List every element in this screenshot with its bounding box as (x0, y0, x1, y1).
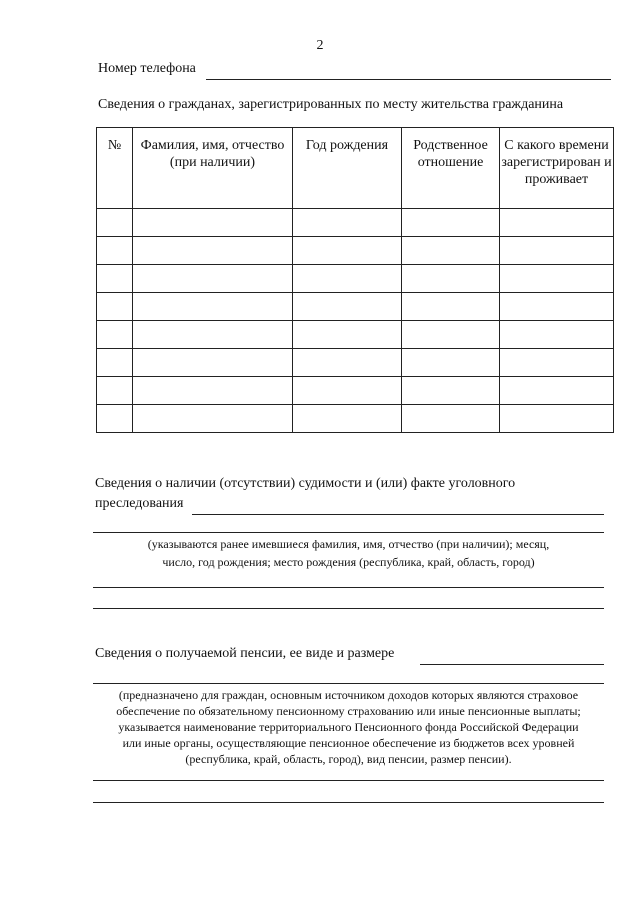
criminal-note-line1: (указываются ранее имевшиеся фамилия, имя, отчество (при наличии); месяц, (147, 537, 550, 551)
table-cell[interactable] (133, 405, 293, 433)
table-cell[interactable] (97, 293, 133, 321)
table-cell[interactable] (500, 377, 614, 405)
table-cell[interactable] (500, 237, 614, 265)
column-header-birth-year: Год рождения (293, 128, 402, 209)
pension-input-line-3[interactable] (93, 780, 604, 781)
table-cell[interactable] (293, 349, 402, 377)
table-cell[interactable] (293, 293, 402, 321)
table-cell[interactable] (133, 209, 293, 237)
table-cell[interactable] (402, 405, 500, 433)
pension-input-line-1[interactable] (420, 664, 604, 665)
table-cell[interactable] (97, 349, 133, 377)
table-cell[interactable] (133, 265, 293, 293)
table-cell[interactable] (293, 237, 402, 265)
registered-heading: Сведения о гражданах, зарегистрированных по месту жительства гражданина (98, 97, 564, 112)
table-row (97, 321, 614, 349)
table-cell[interactable] (402, 321, 500, 349)
table-cell[interactable] (97, 405, 133, 433)
table-cell[interactable] (500, 349, 614, 377)
column-header-number: № (97, 128, 133, 209)
phone-input-line[interactable] (206, 79, 611, 80)
table-row (97, 209, 614, 237)
table-cell[interactable] (97, 321, 133, 349)
table-cell[interactable] (402, 209, 500, 237)
table-header-row (97, 128, 614, 209)
pension-input-line-4[interactable] (93, 802, 604, 803)
table-cell[interactable] (500, 293, 614, 321)
table-cell[interactable] (500, 265, 614, 293)
page-number: 2 (316, 38, 324, 53)
table-row (97, 349, 614, 377)
table-cell[interactable] (402, 265, 500, 293)
criminal-input-line-4[interactable] (93, 608, 604, 609)
table-cell[interactable] (133, 377, 293, 405)
criminal-input-line-3[interactable] (93, 587, 604, 588)
table-cell[interactable] (402, 293, 500, 321)
table-cell[interactable] (97, 377, 133, 405)
pension-note-line1: (предназначено для граждан, основным источником доходов которых являются страховое (118, 688, 579, 702)
table-cell[interactable] (97, 265, 133, 293)
table-row (97, 237, 614, 265)
table-cell[interactable] (97, 237, 133, 265)
criminal-heading-line1: Сведения о наличии (отсутствии) судимости и (или) факте уголовного (95, 476, 516, 491)
pension-note-line2: обеспечение по обязательному пенсионному страхованию или иные пенсионные выплаты; (116, 704, 581, 718)
table-cell[interactable] (133, 293, 293, 321)
column-header-relationship: Родственное отношение (402, 128, 500, 209)
pension-note-line3: указывается наименование территориального Пенсионного фонда Российской Федерации (118, 720, 579, 734)
pension-heading: Сведения о получаемой пенсии, ее виде и размере (95, 646, 395, 661)
table-cell[interactable] (133, 237, 293, 265)
table-cell[interactable] (293, 209, 402, 237)
criminal-input-line-2[interactable] (93, 532, 604, 533)
table-cell[interactable] (402, 237, 500, 265)
table-cell[interactable] (500, 321, 614, 349)
table-cell[interactable] (500, 405, 614, 433)
pension-note-line5: (республика, край, область, город), вид пенсии, размер пенсии). (185, 752, 512, 766)
table-cell[interactable] (402, 349, 500, 377)
table-row (97, 405, 614, 433)
criminal-input-line-1[interactable] (192, 514, 604, 515)
table-cell[interactable] (293, 265, 402, 293)
table-row (97, 265, 614, 293)
pension-note-line4: или иные органы, осуществляющие пенсионное обеспечение из бюджетов всех уровней (122, 736, 575, 750)
registered-persons-table (96, 127, 614, 433)
table-cell[interactable] (133, 349, 293, 377)
table-row (97, 293, 614, 321)
table-cell[interactable] (133, 321, 293, 349)
column-header-full-name: Фамилия, имя, отчество (при наличии) (133, 128, 293, 209)
criminal-heading-line2: преследования (95, 496, 184, 511)
table-cell[interactable] (402, 377, 500, 405)
table-cell[interactable] (293, 377, 402, 405)
table-cell[interactable] (293, 321, 402, 349)
phone-label: Номер телефона (98, 61, 196, 76)
table-cell[interactable] (97, 209, 133, 237)
table-cell[interactable] (293, 405, 402, 433)
criminal-note-line2: число, год рождения; место рождения (республика, край, область, город) (162, 555, 535, 569)
table-cell[interactable] (500, 209, 614, 237)
column-header-registered-since: С какого времени зарегистрирован и проживает (500, 128, 614, 209)
pension-input-line-2[interactable] (93, 683, 604, 684)
table-row (97, 377, 614, 405)
